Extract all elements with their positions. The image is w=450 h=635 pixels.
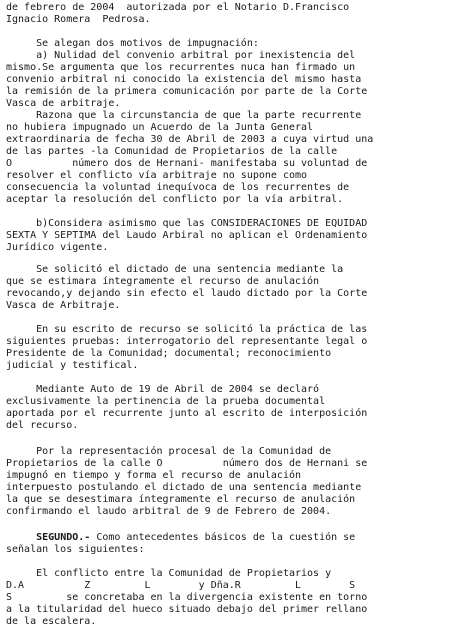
text-line: mismo.Se argumenta que los recurrentes nuca han firmado un bbox=[6, 62, 356, 73]
text-line: siguientes pruebas: interrogatorio del representante legal o bbox=[6, 336, 368, 347]
text-line: Ignacio Romera Pedrosa. bbox=[6, 14, 151, 25]
text-line: a la titularidad del hueco situado debajo del primer rellano bbox=[6, 604, 368, 615]
text-line: interpuesto postulando el dictado de una sentencia mediante bbox=[6, 482, 362, 493]
text-line: de la escalera. bbox=[6, 616, 97, 627]
text-line: Se alegan dos motivos de impugnación: bbox=[6, 38, 259, 49]
text-line: D.A Z L y Dña.R L S bbox=[6, 580, 356, 591]
text-line: SEGUNDO.- Como antecedentes básicos de la cuestión se bbox=[36, 532, 356, 543]
text-line: convenio arbitral ni conocido la existencia del mismo hasta bbox=[6, 74, 362, 85]
text-line: consecuencia la voluntad inequívoca de los recurrentes de bbox=[6, 182, 350, 193]
text-line: En su escrito de recurso se solicitó la práctica de las bbox=[6, 324, 368, 335]
text-line: impugnó en tiempo y forma el recurso de anulación bbox=[6, 470, 302, 481]
text-line: confirmando el laudo arbitral de 9 de Febrero de 2004. bbox=[6, 506, 332, 517]
text-line: judicial y testifical. bbox=[6, 360, 139, 371]
section-heading: SEGUNDO.- bbox=[36, 532, 91, 543]
text-line: revocando,y dejando sin efecto el laudo dictado por la Corte bbox=[6, 288, 368, 299]
text-line: Propietarios de la calle O número dos de Hernani se bbox=[6, 458, 368, 469]
text-line: extraordinaria de fecha 30 de Abril de 2003 a cuya virtud una bbox=[6, 134, 374, 145]
text-line: SEXTA Y SEPTIMA del Laudo Arbiral no aplican el Ordenamiento bbox=[6, 230, 368, 241]
text-line: la que se desestimara íntegramente el recurso de anulación bbox=[6, 494, 356, 505]
text-line: no hubiera impugnado un Acuerdo de la Junta General bbox=[6, 122, 314, 133]
text-line: aportada por el recurrente junto al escrito de interposición bbox=[6, 408, 368, 419]
text-line: que se estimara íntegramente el recurso de anulación bbox=[6, 276, 320, 287]
text-line: Presidente de la Comunidad; documental; reconocimiento bbox=[6, 348, 332, 359]
text-line: O número dos de Hernani- manifestaba su voluntad de bbox=[6, 158, 368, 169]
text-line: Por la representación procesal de la Comunidad de bbox=[6, 446, 332, 457]
text-line: resolver el conflicto vía arbitraje no supone como bbox=[6, 170, 308, 181]
text-line: señalan los siguientes: bbox=[6, 544, 145, 555]
text-line: Jurídico vigente. bbox=[6, 242, 109, 253]
text-line: Vasca de Arbitraje. bbox=[6, 300, 121, 311]
text-line: exclusivamente la pertinencia de la prueba documental bbox=[6, 396, 326, 407]
text-line: del recurso. bbox=[6, 420, 79, 431]
text-line: de las partes -la Comunidad de Propietarios de la calle bbox=[6, 146, 338, 157]
text-line: la remisión de la primera comunicación por parte de la Corte bbox=[6, 86, 368, 97]
text-line: a) Nulidad del convenio arbitral por inexistencia del bbox=[6, 50, 356, 61]
text-line: de febrero de 2004 autorizada por el Notario D.Francisco bbox=[6, 2, 350, 13]
text-line: Vasca de arbitraje. bbox=[6, 98, 121, 109]
text-line: aceptar la resolución del conflicto por la vía arbitral. bbox=[6, 194, 344, 205]
text-line: S se concretaba en la divergencia existente en torno bbox=[6, 592, 368, 603]
text-line: El conflicto entre la Comunidad de Propietarios y bbox=[6, 568, 332, 579]
text-line: Se solicitó el dictado de una sentencia mediante la bbox=[6, 264, 344, 275]
text-line: Razona que la circunstancia de que la parte recurrente bbox=[6, 110, 362, 121]
text-line: b)Considera asimismo que las CONSIDERACIONES DE EQUIDAD bbox=[6, 218, 368, 229]
text-line: Mediante Auto de 19 de Abril de 2004 se declaró bbox=[6, 384, 320, 395]
